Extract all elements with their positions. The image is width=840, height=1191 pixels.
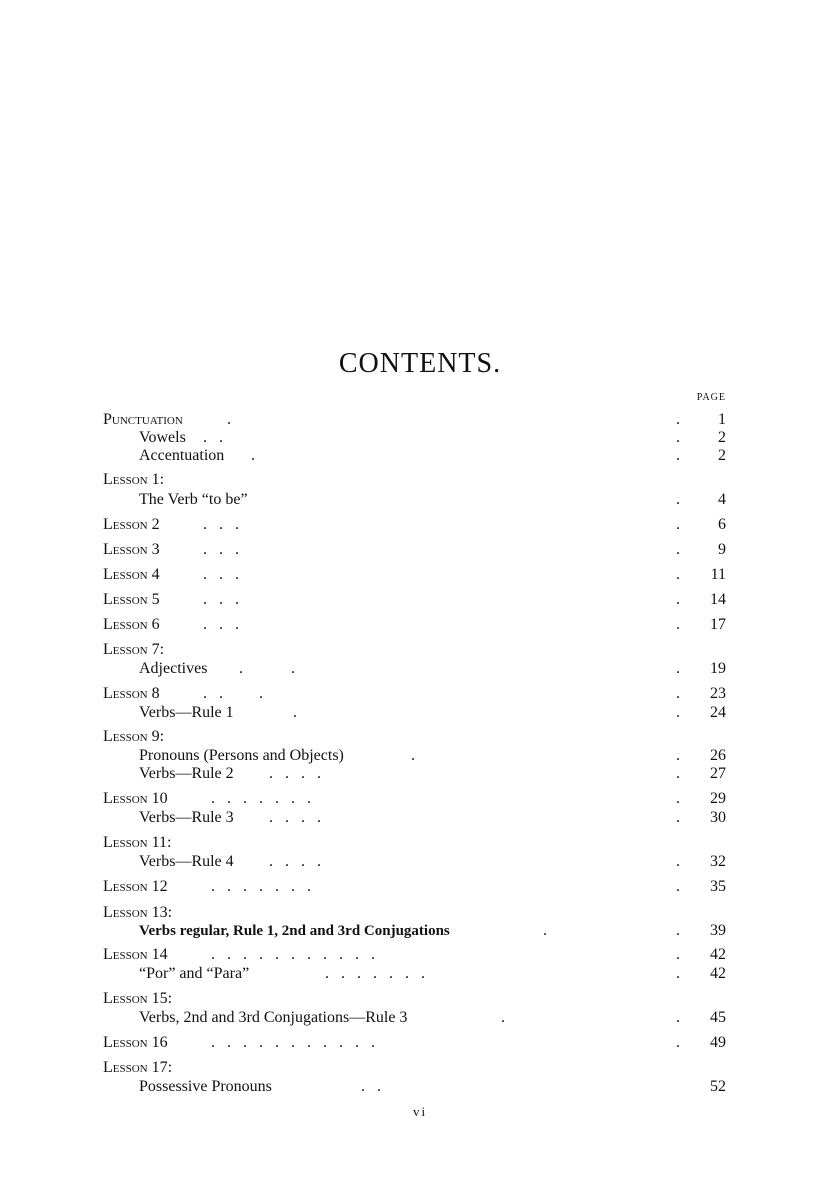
toc-leader-dots: . . . . . . . [203, 790, 311, 807]
toc-leader-dots: . . . . [253, 765, 321, 782]
toc-leader-dots: . [493, 1009, 505, 1026]
toc-entry [103, 964, 726, 984]
toc-entry-page: 49 [710, 1034, 726, 1051]
toc-entry-page: 29 [710, 790, 726, 807]
toc-entry-label: Lesson 4 [103, 566, 160, 583]
toc-entry [103, 877, 726, 897]
toc-leader-dots: . . . . [253, 853, 321, 870]
toc-leader-dots: . [245, 704, 297, 721]
toc-entry-label: Verbs—Rule 2 [139, 765, 234, 782]
toc-leader-dot: . [676, 853, 680, 870]
toc-leader-dots: . . . [191, 591, 239, 608]
toc-entry [103, 615, 726, 635]
toc-entry-page: 19 [710, 660, 726, 677]
toc-leader-dots: . [215, 411, 231, 428]
toc-entry-label: Verbs—Rule 3 [139, 809, 234, 826]
toc-leader-dot: . [676, 1034, 680, 1051]
toc-leader-dot: . [676, 765, 680, 782]
toc-leader-dot: . [676, 922, 680, 939]
toc-entry-page: 2 [718, 447, 726, 464]
toc-entry-page: 26 [710, 747, 726, 764]
toc-entry [103, 1008, 726, 1028]
toc-entry-page: 42 [710, 965, 726, 982]
toc-entry-label: Lesson 5 [103, 591, 160, 608]
toc-leader-dot: . [676, 946, 680, 963]
toc-entry [103, 989, 726, 1009]
toc-entry-label: Verbs, 2nd and 3rd Conjugations—Rule 3 [139, 1009, 408, 1026]
toc-entry [103, 764, 726, 784]
toc-entry [103, 565, 726, 585]
toc-leader-dot: . [676, 411, 680, 428]
toc-leader-dots: . [543, 922, 547, 939]
toc-entry-label: “Por” and “Para” [139, 965, 250, 982]
page-number: vi [412, 1104, 428, 1119]
toc-entry-label: Lesson 15: [103, 990, 173, 1007]
toc-entry-page: 17 [710, 616, 726, 633]
toc-leader-dots: . . . [191, 616, 239, 633]
toc-entry-label: Lesson 1: [103, 471, 165, 488]
toc-entry [103, 684, 726, 704]
toc-entry-label: Lesson 10 [103, 790, 168, 807]
toc-entry [103, 833, 726, 853]
toc-entry-label: Lesson 14 [103, 946, 168, 963]
toc-leader-dot: . [676, 447, 680, 464]
toc-entry-page: 6 [718, 516, 726, 533]
toc-leader-dots: . . . [191, 516, 239, 533]
toc-entry-page: 35 [710, 878, 726, 895]
toc-entry [103, 410, 726, 430]
toc-leader-dot: . [676, 660, 680, 677]
toc-entry-label: Lesson 8 [103, 685, 160, 702]
toc-entry-label: Verbs—Rule 4 [139, 853, 234, 870]
toc-leader-dot: . [676, 965, 680, 982]
toc-entry-label: Verbs regular, Rule 1, 2nd and 3rd Conjugations [139, 923, 450, 939]
toc-entry-label: Adjectives [139, 660, 208, 677]
toc-entry-page: 23 [710, 685, 726, 702]
toc-leader-dot: . [676, 429, 680, 446]
toc-entry-page: 39 [710, 922, 726, 939]
toc-entry-label: Possessive Pronouns [139, 1078, 272, 1095]
toc-entry-label: Vowels [139, 429, 186, 446]
toc-entry-page: 42 [710, 946, 726, 963]
toc-entry [103, 470, 726, 490]
toc-leader-dot: . [676, 516, 680, 533]
toc-entry [103, 727, 726, 747]
toc-entry [103, 746, 726, 766]
page-title: CONTENTS. [338, 348, 502, 379]
toc-entry-label: Lesson 13: [103, 904, 173, 921]
toc-entry-label: Lesson 7: [103, 641, 165, 658]
toc-entry-label: Lesson 16 [103, 1034, 168, 1051]
toc-leader-dot: . [676, 878, 680, 895]
toc-leader-dot: . [676, 491, 680, 508]
toc-entry [103, 590, 726, 610]
toc-leader-dots: . . [195, 429, 223, 446]
toc-leader-dots: . . [223, 660, 295, 677]
toc-leader-dots: . [247, 447, 255, 464]
toc-leader-dots: . . [313, 1078, 381, 1095]
toc-entry [103, 1033, 726, 1053]
toc-entry [103, 1077, 726, 1097]
toc-entry [103, 1058, 726, 1078]
toc-entry-label: Lesson 9: [103, 728, 165, 745]
toc-leader-dots: . [403, 747, 415, 764]
toc-entry-page: 1 [718, 411, 726, 428]
toc-leader-dot: . [676, 566, 680, 583]
toc-entry-page: 11 [710, 566, 726, 583]
toc-leader-dot: . [676, 591, 680, 608]
toc-leader-dots: . . . . . . . . . . . [203, 946, 375, 963]
toc-leader-dot: . [676, 616, 680, 633]
toc-leader-dots: . . . . . . . . . . . [203, 1034, 375, 1051]
toc-entry-page: 32 [710, 853, 726, 870]
toc-entry-label: Lesson 3 [103, 541, 160, 558]
toc-entry-label: Pronouns (Persons and Objects) [139, 747, 344, 764]
toc-leader-dots: . . . . . . . [203, 878, 311, 895]
toc-entry [103, 540, 726, 560]
toc-leader-dot: . [676, 685, 680, 702]
toc-entry-label: Punctuation [103, 411, 183, 428]
toc-entry [103, 446, 726, 466]
toc-leader-dot: . [676, 1009, 680, 1026]
toc-entry-label: Lesson 12 [103, 878, 168, 895]
toc-entry-page: 30 [710, 809, 726, 826]
toc-leader-dots: . . . [191, 685, 263, 702]
toc-entry-label: The Verb “to be” [139, 491, 248, 508]
toc-leader-dot: . [676, 790, 680, 807]
toc-entry-page: 45 [710, 1009, 726, 1026]
toc-entry-page: 2 [718, 429, 726, 446]
toc-entry-page: 52 [710, 1078, 726, 1095]
toc-entry-label: Accentuation [139, 447, 225, 464]
toc-entry-page: 9 [718, 541, 726, 558]
toc-entry [103, 515, 726, 535]
toc-leader-dots: . . . . [253, 809, 321, 826]
toc-entry [103, 852, 726, 872]
toc-entry [103, 789, 726, 809]
toc-entry-page: 24 [710, 704, 726, 721]
page-column-header: PAGE [696, 392, 726, 403]
toc-entry-label: Lesson 6 [103, 616, 160, 633]
toc-entry-page: 27 [710, 765, 726, 782]
toc-entry-label: Lesson 11: [103, 834, 172, 851]
toc-leader-dots: . . . [191, 566, 239, 583]
toc-leader-dots: . . . . . . . [313, 965, 425, 982]
toc-leader-dots: . . . [191, 541, 239, 558]
toc-entry [103, 640, 726, 660]
toc-leader-dot: . [676, 541, 680, 558]
toc-entry [103, 945, 726, 965]
toc-leader-dot: . [676, 747, 680, 764]
toc-leader-dot: . [676, 704, 680, 721]
toc-entry [103, 808, 726, 828]
toc-entry [103, 921, 726, 941]
toc-entry-label: Lesson 17: [103, 1059, 173, 1076]
toc-leader-dot: . [676, 809, 680, 826]
toc-entry [103, 659, 726, 679]
toc-entry [103, 428, 726, 448]
toc-entry [103, 903, 726, 923]
toc-entry-page: 14 [710, 591, 726, 608]
toc-entry [103, 703, 726, 723]
toc-entry-label: Verbs—Rule 1 [139, 704, 234, 721]
toc-entry-page: 4 [718, 491, 726, 508]
toc-entry [103, 490, 726, 510]
toc-entry-label: Lesson 2 [103, 516, 160, 533]
